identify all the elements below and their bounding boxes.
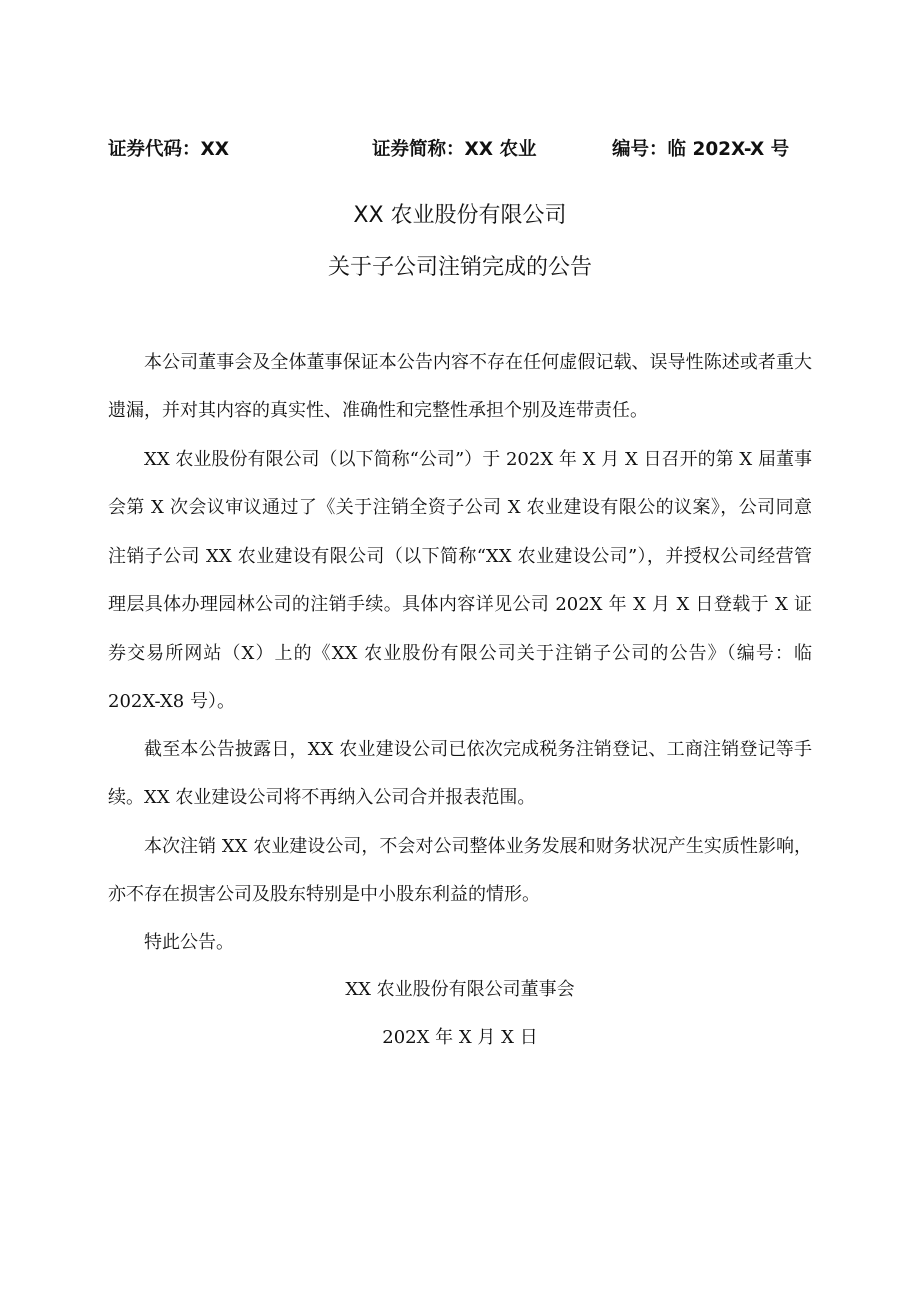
paragraph-text: 特此公告。 — [144, 932, 234, 953]
stock-code: 证券代码：XX — [108, 139, 230, 160]
document-title-company: XX 农业股份有限公司 — [353, 203, 567, 228]
paragraph-4 — [108, 823, 812, 920]
paragraph-3 — [108, 726, 812, 823]
paragraph-text: 本公司董事会及全体董事保证本公告内容不存在任何虚假记载、误导性陈述或者重大遗漏，并对其内容的真实性、准确性和完整性承担个别及连带责任。 — [108, 352, 812, 422]
document-title-subject: 关于子公司注销完成的公告 — [327, 255, 592, 280]
paragraph-text: 本次注销 XX 农业建设公司，不会对公司整体业务发展和财务状况产生实质性影响，亦不存在损害公司及股东特别是中小股东利益的情形。 — [108, 836, 812, 906]
stock-short-name: 证券简称：XX 农业 — [372, 139, 537, 160]
signature-date: 202X 年 X 月 X 日 — [382, 1027, 538, 1048]
announcement-number: 编号：临 202X-X 号 — [612, 139, 790, 160]
paragraph-2 — [108, 436, 812, 726]
paragraph-text: XX 农业股份有限公司（以下简称“公司”）于 202X 年 X 月 X 日召开的第 X 届董事会第 X 次会议审议通过了《关于注销全资子公司 X 农业建设有限公的议案》，公司同意注销子公司 XX 农业建设有限公司（以下简称“XX 农业建设公司”），并授权公司经营管理层具体办理园林公司的注销手续。具体内容详见公司 202X 年 X 月 X 日登载于 X 证券交易所网站（X）上的《XX 农业股份有限公司关于注销子公司的公告》（编号：临 202X-X8 号）。 — [108, 449, 812, 713]
signature-company: XX 农业股份有限公司董事会 — [345, 979, 575, 1000]
paragraph-1 — [108, 339, 812, 436]
paragraph-5 — [108, 919, 812, 967]
paragraph-text: 截至本公告披露日，XX 农业建设公司已依次完成税务注销登记、工商注销登记等手续。XX 农业建设公司将不再纳入公司合并报表范围。 — [108, 739, 812, 809]
